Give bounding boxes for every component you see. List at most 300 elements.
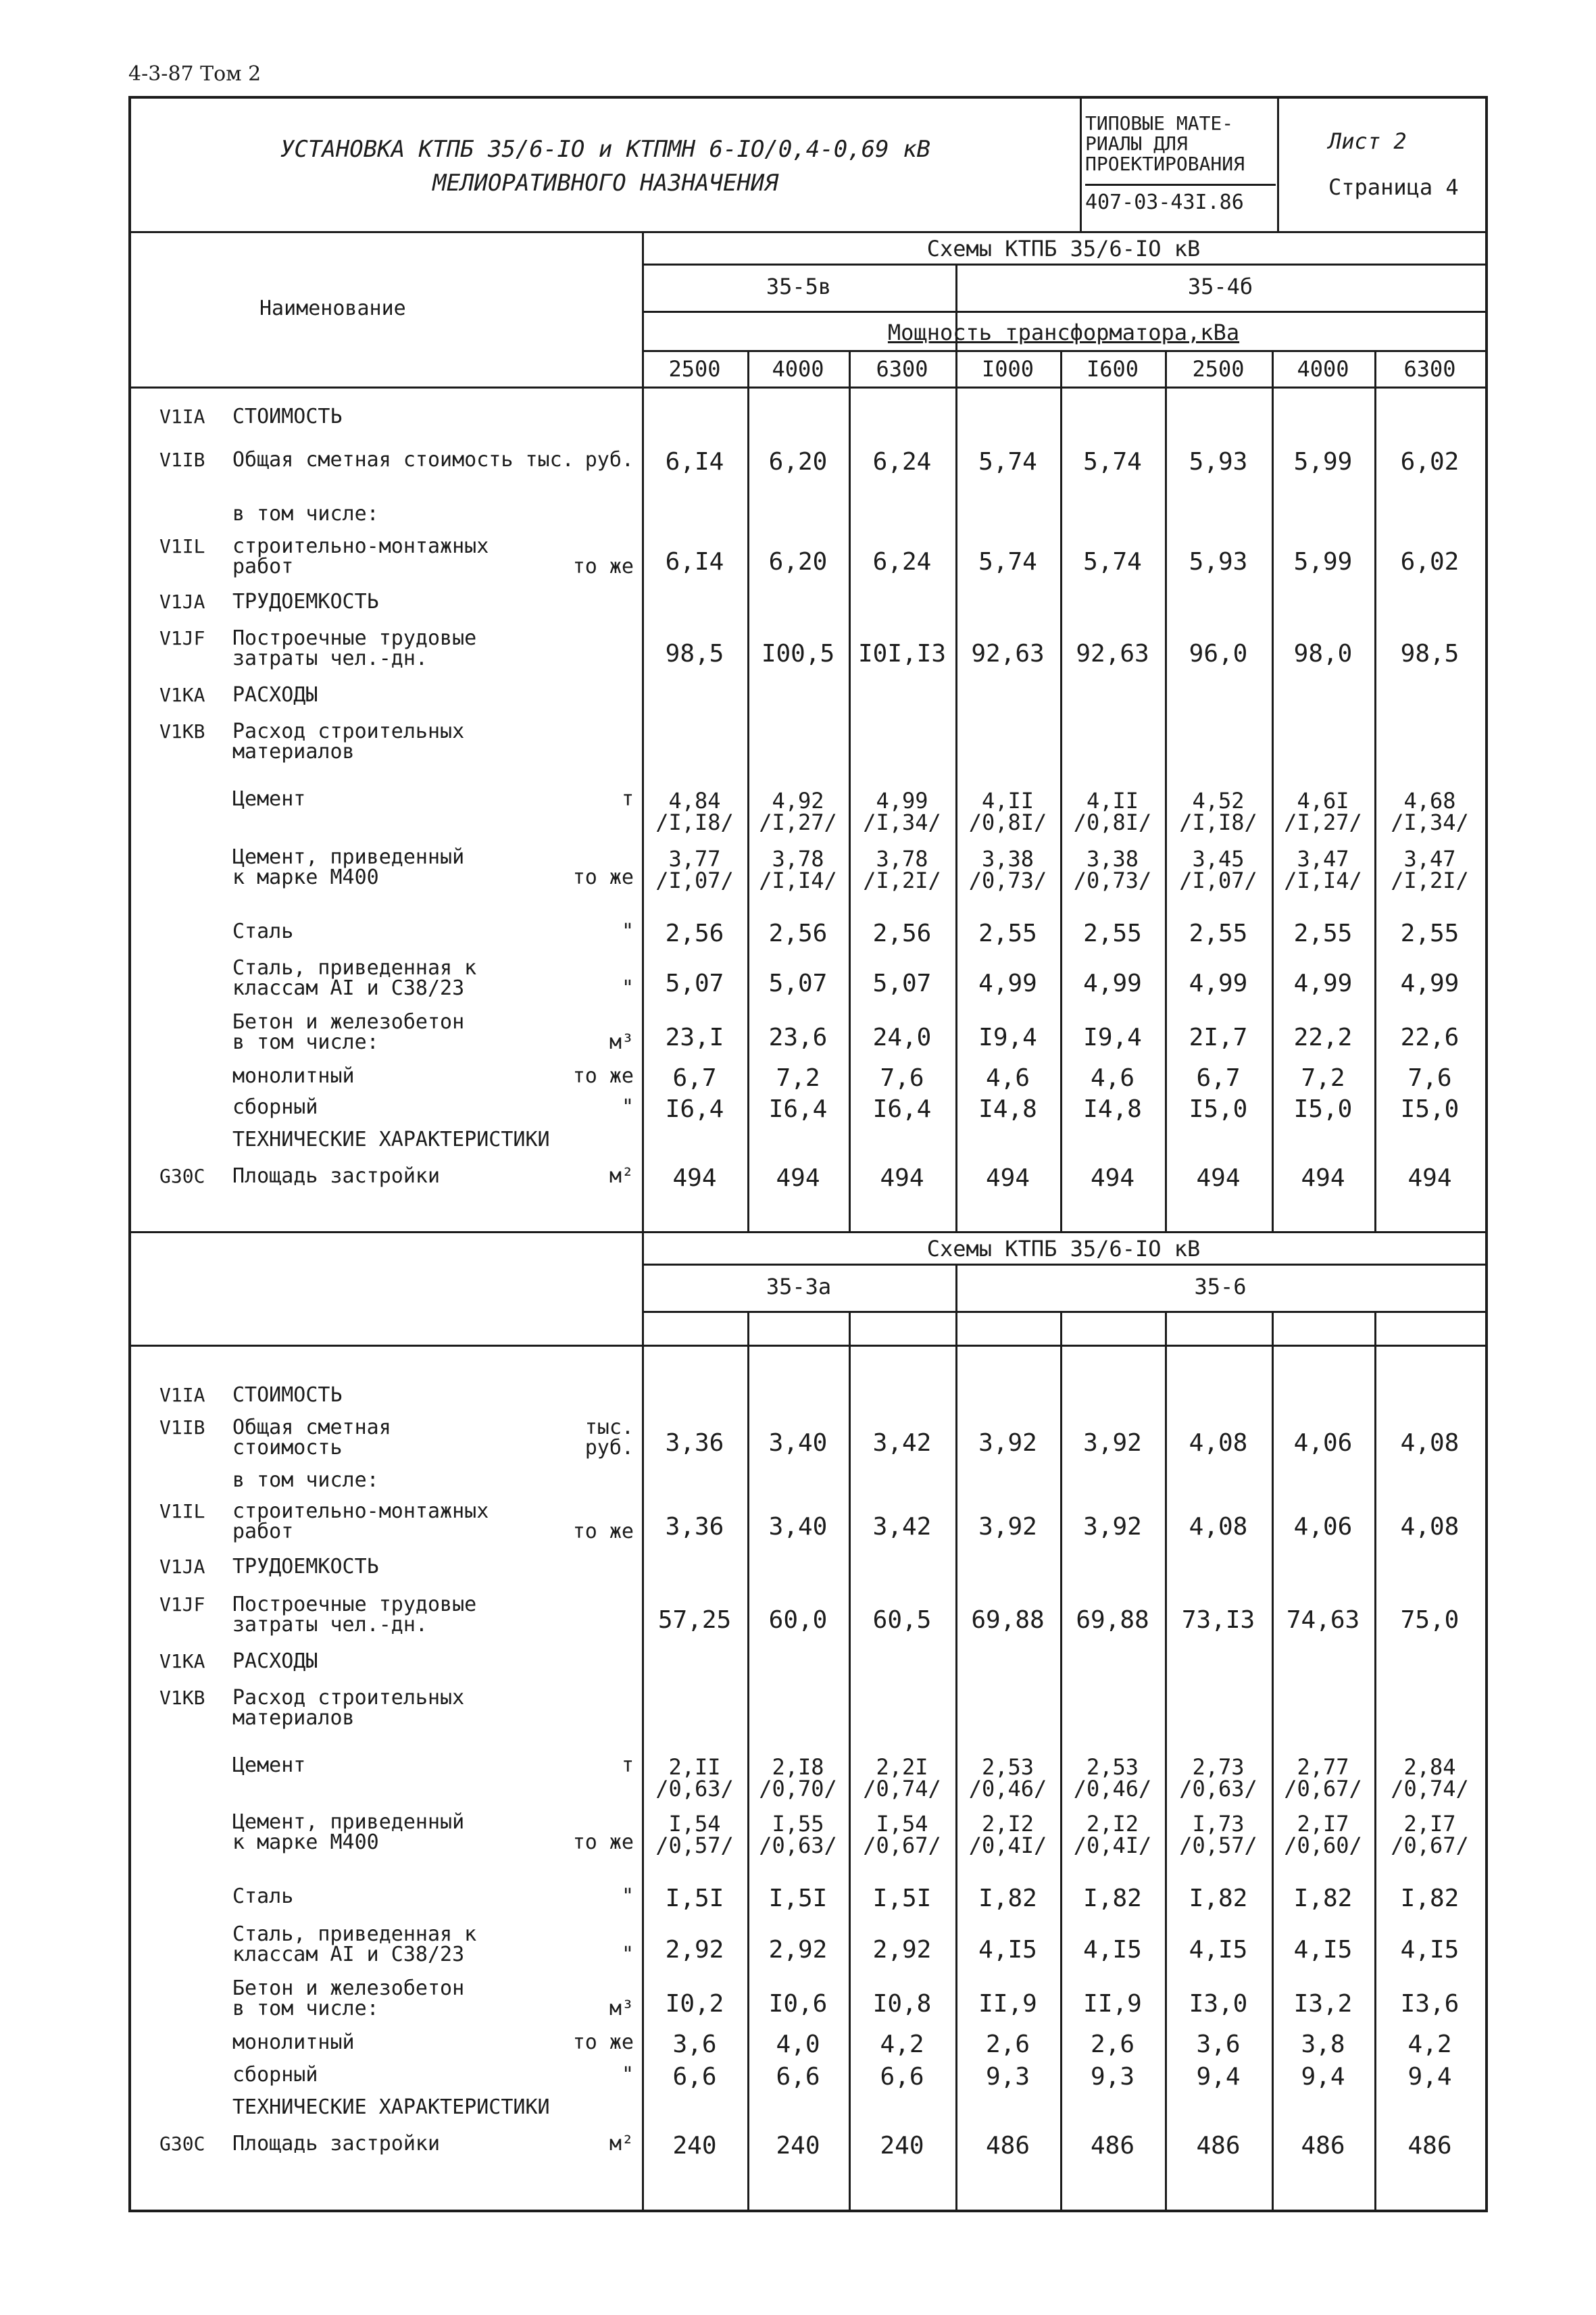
sec1-row-label: Общая сметная стоимость тыс. <box>232 448 574 472</box>
sec2-cell-value: 2,77 <box>1297 1754 1349 1780</box>
sec1-cell-value: 4,II <box>1086 788 1139 814</box>
sec2-row-code: V1JF <box>159 1593 205 1616</box>
sec1-cell-value: 494 <box>985 1164 1030 1192</box>
sec1-cell-value: 5,74 <box>1083 548 1142 576</box>
sec1-cell-value: 5,74 <box>978 548 1037 576</box>
stamp-line-2: РИАЛЫ ДЛЯ <box>1085 132 1188 155</box>
sec1-cell-subvalue: /I,34/ <box>863 810 941 835</box>
sec1-row-label: Площадь застройки <box>232 1164 441 1188</box>
sheet-number: Лист 2 <box>1328 128 1407 154</box>
sec1-cell-value: I0I,I3 <box>857 640 947 668</box>
sec2-row-label: Сталь, приведенная к <box>232 1922 477 1946</box>
sec1-cell-value: 4,99 <box>876 788 928 814</box>
sec2-cell-value: 9,4 <box>1196 2063 1241 2091</box>
title-line-1: УСТАНОВКА КТПБ 35/6-IO и КТПМН 6-IO/0,4-0,69 кВ <box>280 136 931 163</box>
sec2-row-unit: " <box>621 2063 634 2087</box>
sec2-cell-value: I,5I <box>768 1885 828 1912</box>
sec2-row-unit-2: руб. <box>584 1436 634 1460</box>
sec2-cell-subvalue: /0,67/ <box>863 1833 941 1858</box>
sec1-cell-value: 494 <box>1407 1164 1452 1192</box>
sec2-cell-value: 4,06 <box>1293 1429 1353 1457</box>
sec2-cell-value: 4,08 <box>1189 1429 1248 1457</box>
sec1-row-code: V1KA <box>159 684 205 706</box>
sec2-cell-value: 9,4 <box>1407 2063 1452 2091</box>
sec2-row-label-2: к марке М400 <box>232 1831 379 1854</box>
sec1-row-code: V1IA <box>159 405 205 428</box>
sec2-row-label: РАСХОДЫ <box>232 1649 318 1673</box>
sec2-cell-value: 2,92 <box>872 1936 932 1964</box>
sec2-cell-value: 4,2 <box>880 2031 924 2058</box>
sec1-row-unit: м³ <box>609 1030 634 1054</box>
sec2-row-label: Общая сметная <box>232 1416 391 1439</box>
sec1-cell-value: 5,93 <box>1189 548 1248 576</box>
sec2-cell-value: 4,I5 <box>1293 1936 1353 1964</box>
sec2-cell-value: 240 <box>776 2132 820 2160</box>
sec2-cell-value: 486 <box>985 2132 1030 2160</box>
title-line-2: МЕЛИОРАТИВНОГО НАЗНАЧЕНИЯ <box>432 170 778 197</box>
sec1-cell-value: 7,6 <box>880 1064 924 1092</box>
sec1-power-col-4: I000 <box>981 356 1034 382</box>
sec2-cell-value: 240 <box>880 2132 924 2160</box>
sec1-cell-value: 92,63 <box>971 640 1045 668</box>
sec1-row-code: V1KB <box>159 720 205 743</box>
sec2-cell-value: 4,I5 <box>1083 1936 1142 1964</box>
sec1-header-line-2 <box>642 311 1485 313</box>
sec1-row-code: V1JA <box>159 591 205 613</box>
sec2-row-label: Цемент, приведенный <box>232 1810 465 1834</box>
sec1-row-label: Сталь, приведенная к <box>232 956 477 980</box>
sec2-row-code: V1KB <box>159 1687 205 1709</box>
sec1-cell-value: 2,56 <box>768 920 828 947</box>
sec1-row-unit: руб. <box>584 448 634 472</box>
sec2-row-label: Сталь <box>232 1885 294 1908</box>
sec2-cell-value: I,82 <box>1293 1885 1353 1912</box>
sec1-row-label-2: в том числе: <box>232 1030 379 1054</box>
section-divider <box>131 1231 1485 1233</box>
sec2-cell-value: 4,I5 <box>978 1936 1037 1964</box>
sec1-cell-value: 4,52 <box>1192 788 1245 814</box>
sec2-cell-value: 2,92 <box>665 1936 724 1964</box>
sec1-group-b: 35-4б <box>1187 274 1253 299</box>
stamp-block <box>1085 114 1276 213</box>
sec2-cell-subvalue: /0,4I/ <box>968 1833 1047 1858</box>
sec2-cell-value: 2,2I <box>876 1754 928 1780</box>
sec1-cell-subvalue: /I,07/ <box>1179 868 1257 893</box>
sec1-cell-value: 6,24 <box>872 548 932 576</box>
sec1-cell-value: I4,8 <box>1083 1095 1142 1123</box>
sec2-row-label: ТЕХНИЧЕСКИЕ ХАРАКТЕРИСТИКИ <box>232 2095 550 2119</box>
sec1-cell-value: I00,5 <box>761 640 835 668</box>
sec1-row-label-2: материалов <box>232 740 355 764</box>
sec2-cell-value: I,54 <box>876 1811 928 1837</box>
sec1-cell-value: 5,74 <box>978 448 1037 476</box>
sec1-cell-value: 4,6 <box>985 1064 1030 1092</box>
sec1-cell-value: I6,4 <box>665 1095 724 1123</box>
sec1-cell-subvalue: /I,I8/ <box>1179 810 1257 835</box>
sec2-cell-value: 60,0 <box>768 1606 828 1634</box>
sec2-cell-value: 4,I5 <box>1189 1936 1248 1964</box>
sec1-row-unit: то же <box>572 555 634 578</box>
sec1-cell-value: 98,0 <box>1293 640 1353 668</box>
sec2-row-label: СТОИМОСТЬ <box>232 1383 343 1407</box>
sec2-cell-value: 3,36 <box>665 1513 724 1541</box>
sec2-row-unit: " <box>621 1943 634 1966</box>
sec2-cell-subvalue: /0,57/ <box>655 1833 734 1858</box>
sec2-cell-subvalue: /0,63/ <box>759 1833 837 1858</box>
sec2-cell-value: 6,6 <box>776 2063 820 2091</box>
sec2-cell-value: 3,36 <box>665 1429 724 1457</box>
sec1-cell-subvalue: /0,73/ <box>968 868 1047 893</box>
sec2-row-unit: " <box>621 1885 634 1908</box>
sec2-cell-value: 2,I2 <box>981 1811 1034 1837</box>
sec2-cell-value: I0,2 <box>665 1990 724 2018</box>
sec2-cell-value: 3,92 <box>978 1513 1037 1541</box>
sec1-row-label: Цемент <box>232 787 306 811</box>
sec1-row-label: ТЕХНИЧЕСКИЕ ХАРАКТЕРИСТИКИ <box>232 1128 550 1151</box>
sec2-cell-value: 2,53 <box>1086 1754 1139 1780</box>
sec2-cell-value: 240 <box>672 2132 717 2160</box>
sec2-cell-value: I3,6 <box>1400 1990 1460 2018</box>
sec2-cell-value: I0,8 <box>872 1990 932 2018</box>
sec1-cell-value: 4,99 <box>1400 970 1460 997</box>
sec1-row-unit: " <box>621 1095 634 1119</box>
sec1-cell-value: 22,2 <box>1293 1024 1353 1051</box>
sec2-cell-value: 486 <box>1301 2132 1345 2160</box>
sec2-cell-value: I,82 <box>978 1885 1037 1912</box>
sec2-cell-value: I3,2 <box>1293 1990 1353 2018</box>
sec2-cell-value: 4,0 <box>776 2031 820 2058</box>
sec1-row-label: Расход строительных <box>232 720 465 743</box>
sec1-cell-value: 6,02 <box>1400 448 1460 476</box>
sec2-row-label-2: стоимость <box>232 1436 343 1460</box>
sec2-cell-value: 3,42 <box>872 1429 932 1457</box>
sec2-cell-value: I0,6 <box>768 1990 828 2018</box>
sec1-row-code: V1IB <box>159 449 205 471</box>
sec2-cell-value: 6,6 <box>880 2063 924 2091</box>
sec1-cell-value: 6,20 <box>768 548 828 576</box>
sec1-cell-subvalue: /0,73/ <box>1073 868 1152 893</box>
sec1-cell-value: 7,2 <box>1301 1064 1345 1092</box>
sec1-row-label-2: работ <box>232 555 294 578</box>
sec1-cell-value: 6,02 <box>1400 548 1460 576</box>
sec1-cell-value: 4,99 <box>1083 970 1142 997</box>
sec1-cell-value: I6,4 <box>768 1095 828 1123</box>
sec2-cell-value: II,9 <box>1083 1990 1142 2018</box>
sec2-cell-value: I,82 <box>1400 1885 1460 1912</box>
sec1-cell-value: 2,56 <box>665 920 724 947</box>
sec2-cell-value: 2,84 <box>1403 1754 1456 1780</box>
sec1-header-line-3 <box>642 350 1485 352</box>
sec2-cell-value: 4,08 <box>1400 1513 1460 1541</box>
sec2-cell-value: I,5I <box>665 1885 724 1912</box>
sec1-row-label: строительно-монтажных <box>232 534 489 558</box>
sec1-header-line-1 <box>642 264 1485 266</box>
sec2-row-code: V1JA <box>159 1555 205 1578</box>
stamp-line-3: ПРОЕКТИРОВАНИЯ <box>1085 153 1245 175</box>
sec2-cell-value: 9,4 <box>1301 2063 1345 2091</box>
sec1-power-col-8: 6300 <box>1403 356 1456 382</box>
sec2-cell-value: 3,6 <box>672 2031 717 2058</box>
sec1-power-col-5: I600 <box>1086 356 1139 382</box>
sec1-row-label: РАСХОДЫ <box>232 683 318 707</box>
sec1-cell-value: 4,6I <box>1297 788 1349 814</box>
sec1-cell-value: 3,77 <box>668 846 721 872</box>
sec1-cell-value: 7,6 <box>1407 1064 1452 1092</box>
sec1-cell-value: 92,63 <box>1076 640 1149 668</box>
sec2-cell-value: 9,3 <box>1090 2063 1135 2091</box>
sec2-row-unit: м² <box>609 2132 634 2156</box>
sec1-row-unit: то же <box>572 1064 634 1088</box>
sec2-cell-subvalue: /0,60/ <box>1284 1833 1362 1858</box>
sec1-cell-subvalue: /I,2I/ <box>1391 868 1469 893</box>
sec1-cell-value: 2I,7 <box>1189 1024 1248 1051</box>
sec2-cell-subvalue: /0,74/ <box>1391 1776 1469 1801</box>
sec2-cell-value: 2,6 <box>985 2031 1030 2058</box>
sec1-cell-value: 6,20 <box>768 448 828 476</box>
sec1-cell-subvalue: /0,8I/ <box>1073 810 1152 835</box>
sec2-row-label-2: классам AI и С38/23 <box>232 1943 465 1966</box>
sec1-cell-value: 4,99 <box>1293 970 1353 997</box>
sec2-row-code: V1IA <box>159 1384 205 1406</box>
sec1-power-col-7: 4000 <box>1297 356 1349 382</box>
sec1-cell-value: 5,07 <box>872 970 932 997</box>
sec2-row-label: ТРУДОЕМКОСТЬ <box>232 1555 379 1578</box>
sec2-row-code: G30C <box>159 2133 205 2155</box>
sec2-cell-value: 2,I7 <box>1297 1811 1349 1837</box>
sec1-cell-value: 2,55 <box>1293 920 1353 947</box>
sec1-row-unit: т <box>621 787 634 811</box>
sec1-row-label: Построечные трудовые <box>232 626 477 650</box>
sec2-cell-value: 2,I7 <box>1403 1811 1456 1837</box>
sec2-group-a: 35-3а <box>766 1274 832 1299</box>
title-divider-2 <box>1277 99 1279 231</box>
sec2-cell-subvalue: /0,74/ <box>863 1776 941 1801</box>
sec2-row-label: монолитный <box>232 2031 355 2054</box>
sec1-cell-subvalue: /I,07/ <box>655 868 734 893</box>
sec2-cell-value: 3,92 <box>978 1429 1037 1457</box>
sec1-power-col-6: 2500 <box>1192 356 1245 382</box>
sec2-cell-value: I,82 <box>1083 1885 1142 1912</box>
sec1-row-label: ТРУДОЕМКОСТЬ <box>232 590 379 614</box>
sec1-row-unit: то же <box>572 866 634 889</box>
sec1-cell-value: 23,I <box>665 1024 724 1051</box>
sec1-row-unit: " <box>621 976 634 1000</box>
sec1-row-code: G30C <box>159 1165 205 1187</box>
sec1-cell-value: I6,4 <box>872 1095 932 1123</box>
sec1-cell-value: 4,99 <box>978 970 1037 997</box>
sec2-cell-value: 6,6 <box>672 2063 717 2091</box>
sec1-cell-subvalue: /0,8I/ <box>968 810 1047 835</box>
sec1-row-label: СТОИМОСТЬ <box>232 405 343 428</box>
sec1-power-col-1: 2500 <box>668 356 721 382</box>
sec2-cell-value: I3,0 <box>1189 1990 1248 2018</box>
sec2-cell-value: 57,25 <box>657 1606 732 1634</box>
sec1-cell-value: 4,68 <box>1403 788 1456 814</box>
sec2-row-unit: м³ <box>609 1997 634 2020</box>
sec2-cell-value: I,54 <box>668 1811 721 1837</box>
sec1-cell-value: 4,II <box>981 788 1034 814</box>
sec2-cell-value: 4,08 <box>1189 1513 1248 1541</box>
sec1-cell-value: 98,5 <box>1400 640 1460 668</box>
sec2-cell-value: 2,II <box>668 1754 721 1780</box>
sec1-cell-value: 4,6 <box>1090 1064 1135 1092</box>
sec1-cell-value: 98,5 <box>665 640 724 668</box>
sec2-cell-value: 2,73 <box>1192 1754 1245 1780</box>
sec1-cell-subvalue: /I,27/ <box>1284 810 1362 835</box>
sec2-cell-value: 69,88 <box>1076 1606 1149 1634</box>
sec2-row-label: Расход строительных <box>232 1686 465 1710</box>
sec1-cell-value: 24,0 <box>872 1024 932 1051</box>
sec2-cell-value: 2,53 <box>981 1754 1034 1780</box>
sec1-cell-value: 6,I4 <box>665 448 724 476</box>
sec1-cell-value: 494 <box>776 1164 820 1192</box>
sec2-cell-value: 60,5 <box>872 1606 932 1634</box>
sec2-row-label: сборный <box>232 2063 318 2087</box>
sec2-row-label-2: в том числе: <box>232 1997 379 2020</box>
sec1-cell-value: 3,38 <box>1086 846 1139 872</box>
sec1-cell-subvalue: /I,I4/ <box>1284 868 1362 893</box>
sec2-row-label: Построечные трудовые <box>232 1593 477 1616</box>
sec1-cell-value: 5,99 <box>1293 448 1353 476</box>
sec2-header-line-2 <box>642 1311 1485 1313</box>
sec2-header-bottom-line <box>131 1345 1485 1347</box>
sec1-row-label: Сталь <box>232 920 294 943</box>
sec2-cell-value: I,82 <box>1189 1885 1248 1912</box>
sec2-row-code: V1KA <box>159 1650 205 1672</box>
sec1-cell-value: 494 <box>880 1164 924 1192</box>
sec2-cell-value: 3,92 <box>1083 1513 1142 1541</box>
sec1-cell-value: 23,6 <box>768 1024 828 1051</box>
sec2-cell-value: 4,06 <box>1293 1513 1353 1541</box>
sec1-cell-value: 5,93 <box>1189 448 1248 476</box>
sec2-cell-value: 3,40 <box>768 1429 828 1457</box>
sec1-cell-value: I5,0 <box>1189 1095 1248 1123</box>
sec1-cell-value: 5,07 <box>665 970 724 997</box>
sec1-cell-value: I5,0 <box>1293 1095 1353 1123</box>
sec1-cell-value: 6,7 <box>672 1064 717 1092</box>
sec1-cell-value: 2,56 <box>872 920 932 947</box>
sec2-row-label-2: работ <box>232 1520 294 1543</box>
sec1-cell-value: 494 <box>672 1164 717 1192</box>
stamp-code: 407-03-43I.86 <box>1085 184 1276 213</box>
sec1-cell-subvalue: /I,2I/ <box>863 868 941 893</box>
sec2-cell-value: 2,6 <box>1090 2031 1135 2058</box>
document-frame <box>128 96 1488 2212</box>
sec1-cell-value: 6,7 <box>1196 1064 1241 1092</box>
sec1-row-unit: м² <box>609 1164 634 1188</box>
sec2-row-label: Бетон и железобетон <box>232 1976 465 2000</box>
sec2-cell-subvalue: /0,46/ <box>1073 1776 1152 1801</box>
sec1-cell-value: 3,78 <box>876 846 928 872</box>
sec1-cell-value: 2,55 <box>978 920 1037 947</box>
sec2-cell-subvalue: /0,67/ <box>1284 1776 1362 1801</box>
sec2-cell-value: 3,40 <box>768 1513 828 1541</box>
sec1-name-header: Наименование <box>259 297 406 320</box>
page-number: Страница 4 <box>1328 174 1459 200</box>
sec1-cell-value: 3,78 <box>772 846 824 872</box>
sec1-schemes-header: Схемы КТПБ 35/6-IO кВ <box>926 236 1201 262</box>
sec2-cell-subvalue: /0,70/ <box>759 1776 837 1801</box>
sec2-row-unit: т <box>621 1753 634 1777</box>
sec1-row-label: Цемент, приведенный <box>232 845 465 869</box>
sec1-cell-value: 6,24 <box>872 448 932 476</box>
sec1-cell-value: 7,2 <box>776 1064 820 1092</box>
sec2-cell-subvalue: /0,67/ <box>1391 1833 1469 1858</box>
sec2-cell-subvalue: /0,63/ <box>1179 1776 1257 1801</box>
sec2-cell-value: 3,6 <box>1196 2031 1241 2058</box>
sec2-cell-subvalue: /0,4I/ <box>1073 1833 1152 1858</box>
sec1-cell-value: 2,55 <box>1189 920 1248 947</box>
sec1-cell-subvalue: /I,I4/ <box>759 868 837 893</box>
document-title <box>131 132 1080 200</box>
sec1-cell-value: 6,I4 <box>665 548 724 576</box>
sec2-cell-value: 2,I2 <box>1086 1811 1139 1837</box>
title-divider-1 <box>1080 99 1082 231</box>
sec2-cell-value: 74,63 <box>1286 1606 1360 1634</box>
sec1-cell-value: I4,8 <box>978 1095 1037 1123</box>
sec2-cell-value: 3,8 <box>1301 2031 1345 2058</box>
sec1-row-code: V1JF <box>159 627 205 649</box>
sec2-cell-value: 4,08 <box>1400 1429 1460 1457</box>
sec1-cell-value: 3,45 <box>1192 846 1245 872</box>
sec1-cell-value: 96,0 <box>1189 640 1248 668</box>
sec2-cell-value: 486 <box>1090 2132 1135 2160</box>
sec1-cell-value: 5,99 <box>1293 548 1353 576</box>
sec2-row-unit: тыс. <box>584 1416 634 1439</box>
sec1-cell-value: 4,84 <box>668 788 721 814</box>
sec1-cell-value: I5,0 <box>1400 1095 1460 1123</box>
sec1-row-label-2: затраты чел.-дн. <box>232 647 428 670</box>
sec2-cell-value: 486 <box>1196 2132 1241 2160</box>
sec1-row-label: Бетон и железобетон <box>232 1010 465 1034</box>
sec2-cell-value: 73,I3 <box>1181 1606 1255 1634</box>
sec1-cell-subvalue: /I,34/ <box>1391 810 1469 835</box>
sec2-cell-value: 2,I8 <box>772 1754 824 1780</box>
sec1-cell-value: 22,6 <box>1400 1024 1460 1051</box>
sec2-cell-subvalue: /0,63/ <box>655 1776 734 1801</box>
sec1-cell-subvalue: /I,I8/ <box>655 810 734 835</box>
sec1-cell-value: 2,55 <box>1400 920 1460 947</box>
sec2-cell-value: 75,0 <box>1400 1606 1460 1634</box>
sec2-cell-value: 3,92 <box>1083 1429 1142 1457</box>
sec2-cell-subvalue: /0,57/ <box>1179 1833 1257 1858</box>
title-bottom-line <box>131 231 1485 233</box>
sec1-row-label-2: к марке М400 <box>232 866 379 889</box>
sec1-cell-value: 2,55 <box>1083 920 1142 947</box>
sec1-cell-value: 5,74 <box>1083 448 1142 476</box>
sec1-cell-value: 4,92 <box>772 788 824 814</box>
sec2-cell-value: 2,92 <box>768 1936 828 1964</box>
sec1-cell-value: I9,4 <box>1083 1024 1142 1051</box>
sec2-row-label: Цемент <box>232 1753 306 1777</box>
sec1-power-col-2: 4000 <box>772 356 824 382</box>
sec1-cell-value: 494 <box>1301 1164 1345 1192</box>
sec2-row-code: V1IL <box>159 1500 205 1522</box>
sec1-row-unit: " <box>621 920 634 943</box>
sec1-row-label-2: классам AI и С38/23 <box>232 976 465 1000</box>
sec2-group-divider <box>955 1264 957 1311</box>
sec1-cell-value: 5,07 <box>768 970 828 997</box>
sec2-row-label: в том числе: <box>232 1468 379 1492</box>
sec2-row-label-2: затраты чел.-дн. <box>232 1613 428 1637</box>
sec1-group-a: 35-5в <box>766 274 832 299</box>
sec2-cell-value: I,5I <box>872 1885 932 1912</box>
sec1-cell-value: 494 <box>1196 1164 1241 1192</box>
sec2-cell-value: 69,88 <box>971 1606 1045 1634</box>
sec2-row-unit: то же <box>572 1831 634 1854</box>
sec2-row-unit: то же <box>572 2031 634 2054</box>
sec2-cell-value: 486 <box>1407 2132 1452 2160</box>
